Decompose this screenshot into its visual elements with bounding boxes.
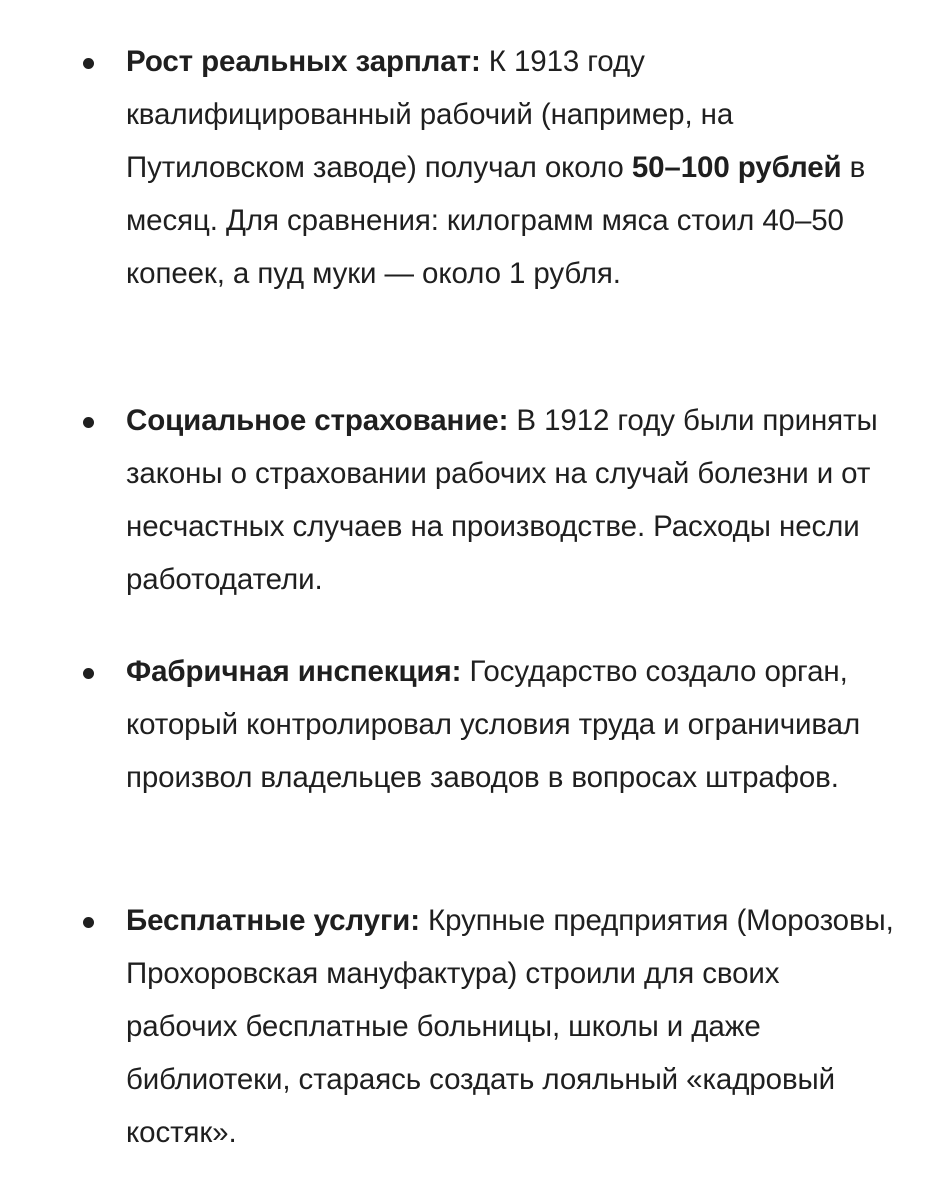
list-item-body: В 1912 году были приняты законы о страховании рабочих на случай болезни и от несчастных случаев на производстве. Расходы несли работодатели.	[126, 404, 878, 596]
list-item-text	[126, 35, 896, 300]
list-item-text	[126, 645, 896, 804]
list-item-text	[126, 894, 896, 1159]
bullet-icon	[83, 417, 94, 428]
bullet-icon	[83, 917, 94, 928]
list-item-title: Фабричная инспекция:	[126, 655, 462, 688]
list-item-body: Государство создало орган, который контролировал условия труда и ограничивал произвол владельцев заводов в вопросах штрафов.	[126, 655, 861, 794]
list-item-body: К 1913 году квалифицированный рабочий (например, на Путиловском заводе) получал около	[126, 45, 734, 184]
list-item-body-continued: в месяц. Для сравнения: килограмм мяса стоил 40–50 копеек, а пуд муки — около 1 рубля.	[126, 151, 866, 290]
list-item-title: Рост реальных зарплат:	[126, 45, 481, 78]
bullet-icon	[83, 668, 94, 679]
list-item-body: Крупные предприятия (Морозовы, Прохоровская мануфактура) строили для своих рабочих бесплатные больницы, школы и даже библиотеки, стараясь создать лояльный «кадровый костяк».	[126, 904, 894, 1149]
list-item-text	[126, 394, 896, 606]
list-item-title: Социальное страхование:	[126, 404, 509, 437]
wage-value: 50–100 рублей	[631, 151, 842, 184]
list-item-title: Бесплатные услуги:	[126, 904, 420, 937]
bullet-icon	[83, 58, 94, 69]
